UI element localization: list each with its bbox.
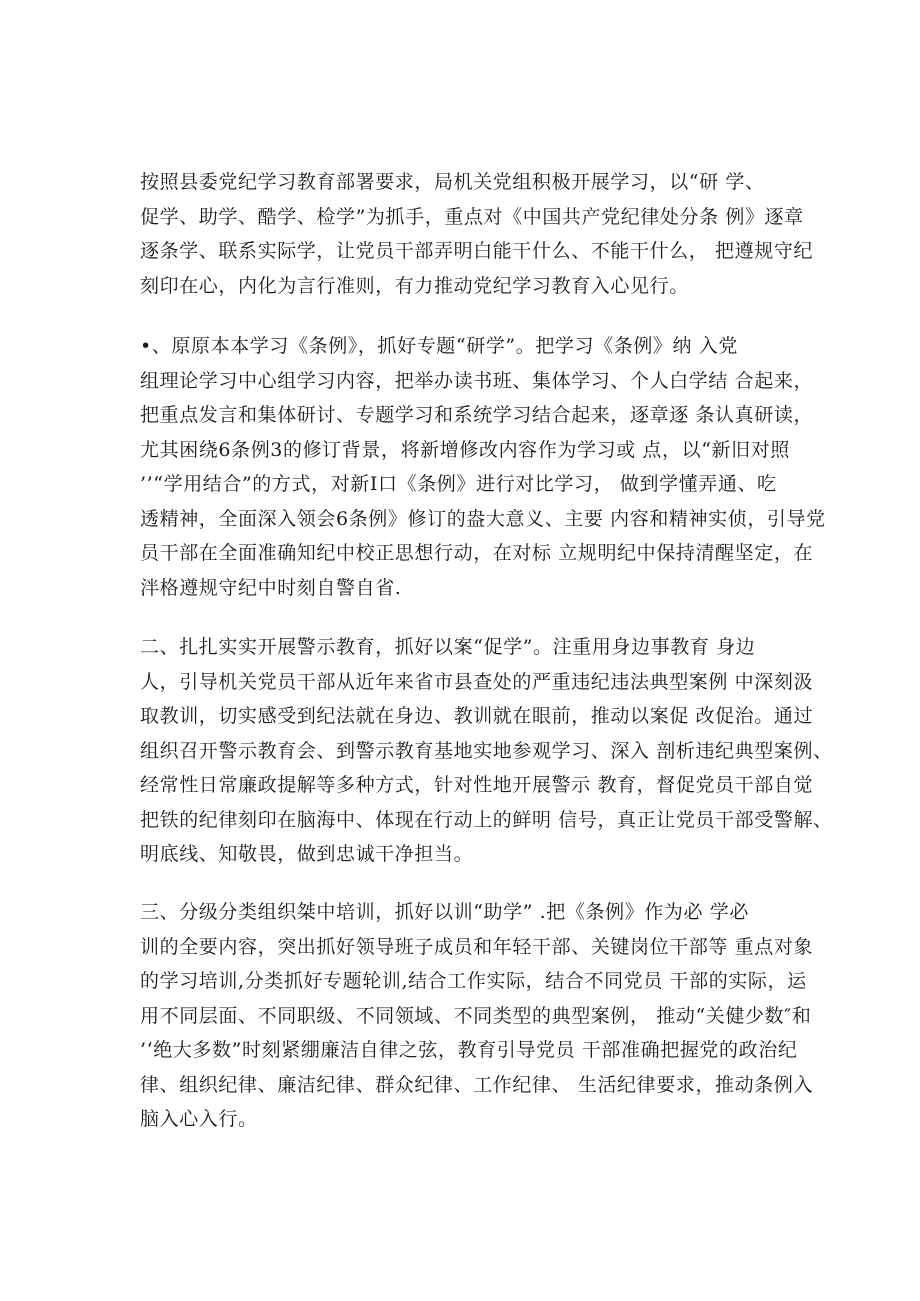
paragraph-section-2	[140, 630, 833, 872]
text-line: 的学习培训,分类抓好专题轮训,结合工作实际，结合不同党员 干部的实际，运	[140, 970, 807, 992]
text-line: 取教训，切实感受到纪法就在身边、教训就在眼前，推动以案促 改促治。通过	[140, 705, 814, 727]
text-line: 组理论学习中心组学习内容，把举办读书班、集体学习、个人白学结 合起来，	[140, 369, 814, 392]
text-line: ’’“学用结合”的方式，对新I口《条例》进行对比学习， 做到学懂弄通、吃	[140, 473, 777, 495]
text-line: 二、扎扎实实开展警示教育，抓好以案“促学”。注重用身边事教育 身边	[140, 636, 756, 658]
text-line: 逐条学、联系实际学，让党员干部弄明白能干什么、不能干什么， 把遵规守纪	[140, 240, 814, 262]
text-line: 促学、助学、酷学、检学”为抓手，重点对《中国共产党纪律处分条 例》逐章	[140, 205, 804, 228]
paragraph-intro	[140, 165, 814, 303]
text-line: 刻印在心，内化为言行准则，有力推动党纪学习教育入心见行。	[140, 274, 689, 297]
text-line: 按照县委党纪学习教育部署要求，局机关党组积极开展学习，以“研 学、	[140, 171, 765, 193]
paragraph-section-1	[140, 329, 826, 605]
text-line: 把铁的纪律刻印在脑海中、体现在行动上的鲜明 信号，真正让党员干部受警解、	[140, 808, 833, 831]
paragraph-section-3	[140, 895, 814, 1137]
text-line: 经常性日常廉政提解等多种方式，针对性地开展警示 教育，督促党员干部自觉	[140, 774, 814, 796]
text-line: 把重点发言和集体研讨、专题学习和系统学习结合起来，逐章逐 条认真研读，	[140, 404, 814, 426]
text-line: ’‘绝大多数”时刻紧绷廉洁自律之弦，教育引导党员 干部准确把握党的政治纪	[140, 1039, 798, 1061]
text-line: 组织召开警示教育会、到警示教育基地实地参观学习、深入 剖析违纪典型案例、	[140, 739, 833, 762]
text-line: 训的全要内容，突出抓好领导班子成员和年轻干部、关键岗位干部等 重点对象	[140, 935, 814, 958]
text-line: 明底线、知敬畏，做到忠诚干净担当。	[140, 843, 474, 865]
text-line: 脑入心入行。	[140, 1108, 258, 1130]
text-line: 透精神，全面深入领会6条例》修订的盎大意义、主要 内容和精神实侦，引导党	[140, 507, 826, 530]
text-line: 人，引导机关党员干部从近年来省市县查处的严重违纪违法典型案例 中深刻汲	[140, 670, 814, 693]
text-line: 律、组织纪律、廉洁纪律、群众纪律、工作纪律、 生活纪律要求，推动条例入	[140, 1073, 814, 1096]
text-line: 员干部在全面准确知纪中校正思想行动，在对标 立规明纪中保持清醒坚定，在	[140, 542, 814, 564]
text-line: •、原原本本学习《条例》，抓好专题“研学”。把学习《条例》纳 入党	[140, 335, 738, 357]
text-line: 用不同层面、不同职级、不同领域、不同类型的典型案例， 推动“关健少数″和	[140, 1004, 812, 1027]
text-line: 三、分级分类组织桀中培训，抓好以训“助学” .把《条例》作为必 学必	[140, 901, 749, 923]
text-line: 尤其困绕6条例3的修订背景，将新增修改内容作为学习或 点，以“新旧对照	[140, 438, 790, 461]
text-line: 泮格遵规守纪中时刻自警自省.	[140, 576, 402, 599]
